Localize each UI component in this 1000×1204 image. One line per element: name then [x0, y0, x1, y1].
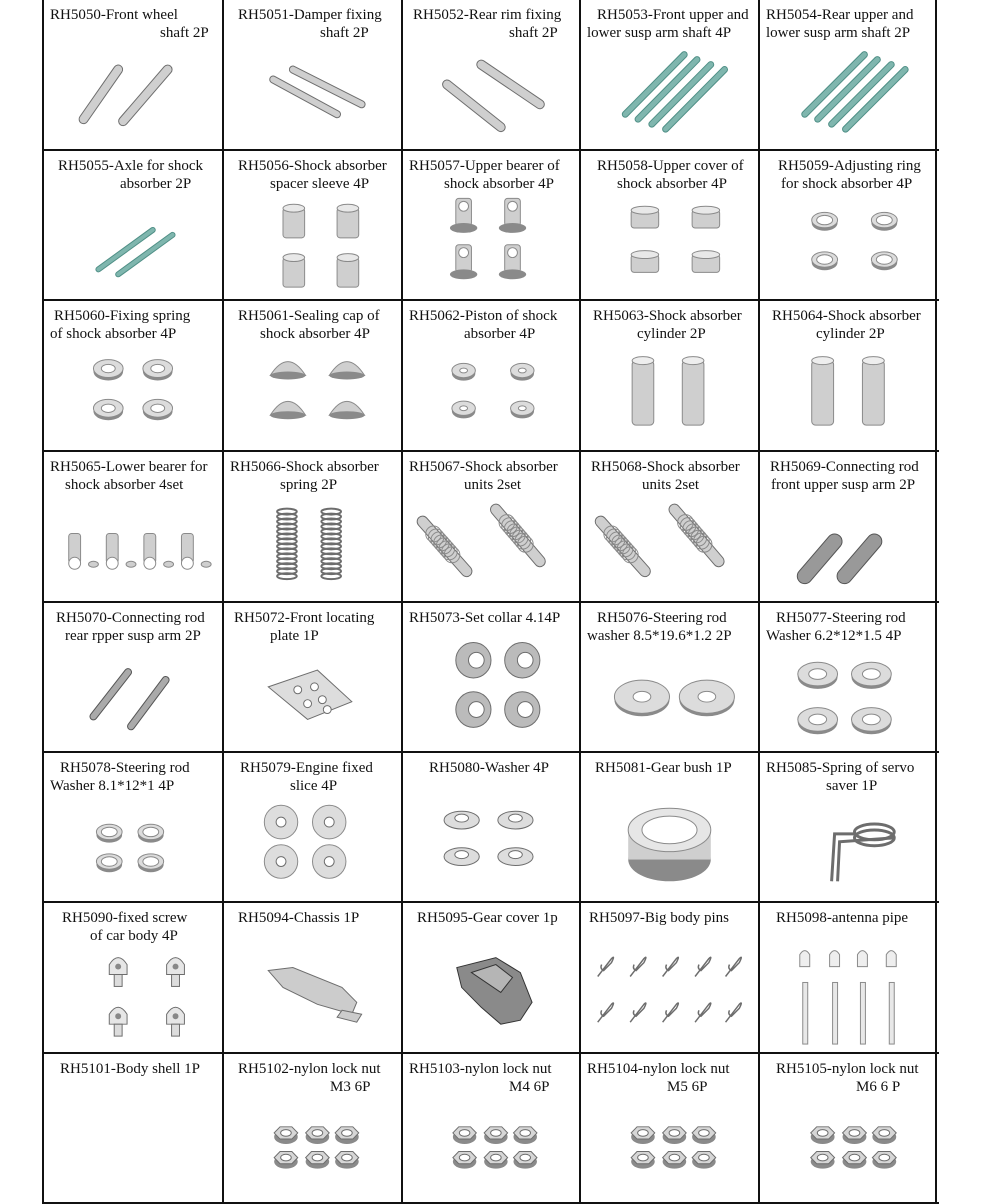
part-quantity: washer 8.5*19.6*1.2 2P	[587, 628, 732, 644]
part-title: RH5080-Washer 4P	[429, 760, 550, 776]
part-label	[230, 157, 395, 193]
part-quantity: shaft 2P	[320, 25, 369, 41]
part-label	[587, 157, 752, 193]
part-title: RH5094-Chassis 1P	[238, 910, 360, 926]
part-quantity: shock absorber 4P	[617, 176, 727, 192]
part-cell	[760, 452, 939, 603]
part-cell	[224, 452, 403, 603]
part-quantity: Washer 6.2*12*1.5 4P	[766, 628, 902, 644]
part-title: RH5090-fixed screw	[62, 910, 188, 926]
part-title: RH5070-Connecting rod	[56, 610, 205, 626]
part-quantity: lower susp arm shaft 4P	[587, 25, 732, 41]
part-quantity: M5 6P	[667, 1079, 708, 1095]
part-label	[587, 307, 752, 343]
part-cell	[224, 0, 403, 151]
part-title: RH5079-Engine fixed	[240, 760, 373, 776]
part-label	[587, 6, 752, 42]
part-label	[50, 157, 216, 193]
part-cell	[44, 903, 224, 1054]
part-label	[766, 458, 933, 494]
part-quantity: shock absorber 4P	[260, 326, 370, 342]
part-title: RH5102-nylon lock nut	[238, 1061, 381, 1077]
part-quantity: absorber 2P	[120, 176, 192, 192]
part-quantity: Washer 8.1*12*1 4P	[50, 778, 175, 794]
part-label	[230, 759, 395, 795]
part-label	[409, 1060, 573, 1096]
part-title: RH5101-Body shell 1P	[60, 1061, 201, 1077]
part-title: RH5077-Steering rod	[776, 610, 906, 626]
part-cell	[44, 603, 224, 753]
part-label	[766, 1060, 933, 1096]
part-cell	[760, 1054, 939, 1204]
part-title: RH5065-Lower bearer for	[50, 459, 208, 475]
part-quantity: shaft 2P	[509, 25, 558, 41]
part-cell	[760, 753, 939, 903]
part-quantity: front upper susp arm 2P	[771, 477, 916, 493]
part-quantity: plate 1P	[270, 628, 319, 644]
part-quantity: lower susp arm shaft 2P	[766, 25, 911, 41]
part-cell	[581, 151, 760, 301]
part-label	[230, 458, 395, 494]
part-title: RH5052-Rear rim fixing	[413, 7, 562, 23]
part-label	[409, 6, 573, 42]
part-cell	[403, 903, 581, 1054]
part-cell	[224, 753, 403, 903]
part-label	[766, 609, 933, 645]
part-title: RH5056-Shock absorber	[238, 158, 387, 174]
part-cell	[581, 0, 760, 151]
part-cell	[224, 301, 403, 452]
part-title: RH5069-Connecting rod	[770, 459, 919, 475]
part-label	[50, 458, 216, 494]
part-label	[230, 609, 395, 645]
part-quantity: M6 6 P	[856, 1079, 901, 1095]
part-cell	[581, 903, 760, 1054]
part-quantity: rear rpper susp arm 2P	[65, 628, 201, 644]
part-title: RH5103-nylon lock nut	[409, 1061, 552, 1077]
part-cell	[760, 301, 939, 452]
part-cell	[403, 753, 581, 903]
part-title: RH5085-Spring of servo	[766, 760, 915, 776]
part-label	[766, 6, 933, 42]
part-label	[50, 307, 216, 343]
part-label	[766, 157, 933, 193]
part-title: RH5097-Big body pins	[589, 910, 730, 926]
part-title: RH5051-Damper fixing	[238, 7, 382, 23]
part-cell	[44, 1054, 224, 1204]
part-quantity: cylinder 2P	[637, 326, 706, 342]
part-cell	[44, 0, 224, 151]
part-label	[409, 609, 573, 627]
part-cell	[44, 753, 224, 903]
part-label	[230, 6, 395, 42]
part-quantity: M3 6P	[330, 1079, 371, 1095]
part-label	[230, 909, 395, 927]
part-quantity: for shock absorber 4P	[781, 176, 913, 192]
part-label	[50, 759, 216, 795]
part-quantity: spring 2P	[280, 477, 338, 493]
part-title: RH5061-Sealing cap of	[238, 308, 380, 324]
part-label	[587, 1060, 752, 1096]
part-title: RH5072-Front locating	[234, 610, 375, 626]
part-title: RH5059-Adjusting ring	[778, 158, 921, 174]
part-label	[50, 6, 216, 42]
part-title: RH5073-Set collar 4.14P	[409, 610, 561, 626]
part-quantity: units 2set	[642, 477, 700, 493]
part-cell	[224, 903, 403, 1054]
part-quantity: shock absorber 4set	[65, 477, 184, 493]
part-label	[587, 458, 752, 494]
part-cell	[581, 603, 760, 753]
part-label	[409, 307, 573, 343]
part-title: RH5067-Shock absorber	[409, 459, 558, 475]
part-cell	[224, 603, 403, 753]
part-cell	[760, 0, 939, 151]
part-label	[409, 909, 573, 927]
part-label	[50, 609, 216, 645]
part-label	[409, 458, 573, 494]
part-label	[230, 1060, 395, 1096]
part-title: RH5066-Shock absorber	[230, 459, 379, 475]
part-label	[50, 1060, 216, 1078]
parts-catalog-grid	[42, 0, 937, 1204]
part-title: RH5062-Piston of shock	[409, 308, 558, 324]
part-quantity: of car body 4P	[90, 928, 178, 944]
part-title: RH5058-Upper cover of	[597, 158, 744, 174]
part-quantity: units 2set	[464, 477, 522, 493]
part-cell	[760, 151, 939, 301]
part-title: RH5053-Front upper and	[597, 7, 749, 23]
part-cell	[403, 0, 581, 151]
part-cell	[760, 603, 939, 753]
part-title: RH5055-Axle for shock	[58, 158, 203, 174]
part-title: RH5068-Shock absorber	[591, 459, 740, 475]
part-cell	[44, 452, 224, 603]
part-cell	[581, 1054, 760, 1204]
part-quantity: of shock absorber 4P	[50, 326, 177, 342]
part-cell	[581, 452, 760, 603]
part-label	[587, 909, 752, 927]
part-cell	[403, 151, 581, 301]
part-label	[766, 759, 933, 795]
part-quantity: slice 4P	[290, 778, 338, 794]
part-quantity: absorber 4P	[464, 326, 536, 342]
part-title: RH5098-antenna pipe	[776, 910, 909, 926]
part-title: RH5060-Fixing spring	[54, 308, 191, 324]
part-cell	[403, 1054, 581, 1204]
part-cell	[760, 903, 939, 1054]
part-quantity: cylinder 2P	[816, 326, 885, 342]
part-quantity: shock absorber 4P	[444, 176, 554, 192]
part-label	[409, 157, 573, 193]
part-label	[587, 759, 752, 777]
part-cell	[44, 301, 224, 452]
part-quantity: M4 6P	[509, 1079, 550, 1095]
part-quantity: saver 1P	[826, 778, 878, 794]
part-label	[587, 609, 752, 645]
part-title: RH5078-Steering rod	[60, 760, 190, 776]
part-label	[766, 307, 933, 343]
part-title: RH5076-Steering rod	[597, 610, 727, 626]
part-title: RH5105-nylon lock nut	[776, 1061, 919, 1077]
part-title: RH5057-Upper bearer of	[409, 158, 560, 174]
part-title: RH5064-Shock absorber	[772, 308, 921, 324]
part-cell	[403, 301, 581, 452]
part-title: RH5081-Gear bush 1P	[595, 760, 732, 776]
part-title: RH5095-Gear cover 1p	[417, 910, 558, 926]
part-cell	[224, 1054, 403, 1204]
part-quantity: shaft 2P	[160, 25, 209, 41]
part-cell	[224, 151, 403, 301]
part-title: RH5054-Rear upper and	[766, 7, 914, 23]
part-label	[766, 909, 933, 927]
part-cell	[44, 151, 224, 301]
part-label	[50, 909, 216, 945]
part-quantity: spacer sleeve 4P	[270, 176, 370, 192]
part-label	[409, 759, 573, 777]
part-cell	[581, 753, 760, 903]
part-cell	[403, 603, 581, 753]
part-title: RH5063-Shock absorber	[593, 308, 742, 324]
part-cell	[403, 452, 581, 603]
part-title: RH5104-nylon lock nut	[587, 1061, 730, 1077]
part-label	[230, 307, 395, 343]
part-title: RH5050-Front wheel	[50, 7, 178, 23]
part-cell	[581, 301, 760, 452]
